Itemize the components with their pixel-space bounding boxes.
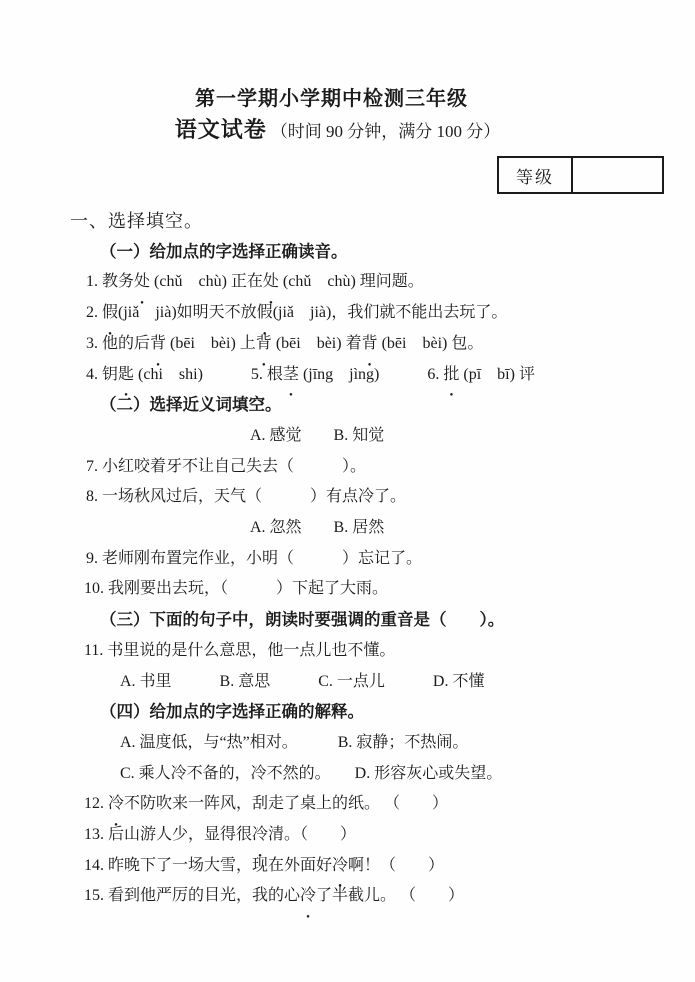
question-10: 10. 我刚要出去玩，（ ）下起了大雨。: [84, 580, 389, 598]
subsection-2-heading: （二）选择近义词填空。: [100, 395, 282, 415]
subsection-4-options-cd: C. 乘人冷不备的，冷不然的。 D. 形容灰心或失望。: [120, 764, 503, 782]
question-13: 13. 后山游人少，显得很冷 ●清。（ ）: [0, 820, 695, 851]
question-9: 9. 老师刚布置完作业，小明（ ）忘记了。: [86, 549, 423, 567]
subsection-1-heading: （一）给加点的字选择正确读音。: [100, 241, 348, 261]
exam-time-score-info: （时间 90 分钟，满分 100 分）: [270, 122, 501, 141]
section-heading: 一、选择填空。: [70, 211, 203, 231]
grade-value-cell: [573, 158, 662, 192]
question-15: 15. 看到他严厉的目光，我的心冷 ●了半截儿。 （ ）: [0, 881, 695, 912]
subsection-3-heading: （三）下面的句子中，朗读时要强调的重音是（ ）。: [100, 610, 505, 630]
grade-table: [497, 156, 664, 194]
question-14: 14. 昨晚下了一场大雪，现在外面好冷 ●啊！（ ）: [0, 851, 695, 882]
question-11: 11. 书里说的是什么意思，他一点儿也不懂。: [84, 641, 396, 659]
subsection-4-options-ab: A. 温度低，与“热”相对。 B. 寂静；不热闹。: [120, 733, 469, 751]
question-7: 7. 小红咬着牙不让自己失去（ ）。: [86, 457, 367, 475]
subject-name: 语文试卷: [174, 117, 267, 142]
question-12: 12. 冷 ●不防吹来一阵风，刮走了桌上的纸。 （ ）: [0, 789, 695, 820]
exam-content: [0, 206, 695, 912]
questions-4-5-6: 4. 钥匙 ● (chi shi) 5. 根茎 ● (jīng jìng) 6. 批 ● (pī bī) 评: [0, 360, 695, 391]
options-suddenly: A. 忽然 B. 居然: [250, 519, 385, 537]
grade-label-cell: 等级: [499, 158, 573, 192]
exam-subtitle: [0, 113, 685, 144]
options-feeling: A. 感觉 B. 知觉: [250, 426, 385, 444]
question-2: 2. 假 ●(jiǎ jià)如明天不放假 ●(jiǎ jià)，我们就不能出去玩了。: [0, 298, 695, 329]
question-8: 8. 一场秋风过后，天气（ ）有点冷了。: [86, 488, 407, 506]
question-1: 1. 教务处 ● (chǔ chù) 正在处 ● (chǔ chù) 理问题。: [0, 267, 695, 298]
question-3: 3. 他的后背 ● (bēi bèi) 上背 ● (bēi bèi) 着背 ● (bēi bèi) 包。: [0, 329, 695, 360]
question-11-options: A. 书里 B. 意思 C. 一点儿 D. 不懂: [120, 672, 485, 690]
subsection-4-heading: （四）给加点的字选择正确的解释。: [100, 702, 364, 722]
page-title: 第一学期小学期中检测三年级: [195, 88, 468, 110]
